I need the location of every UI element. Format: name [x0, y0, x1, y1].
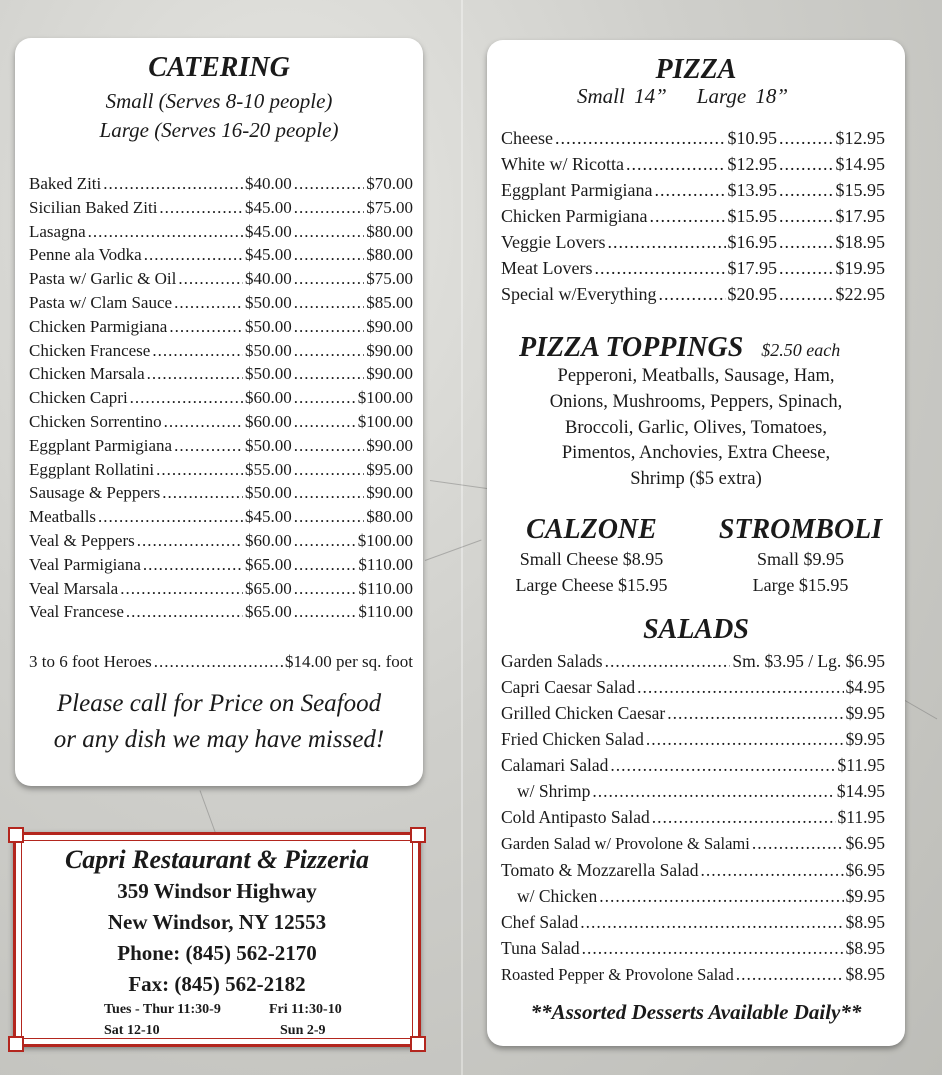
salad-item	[501, 935, 885, 961]
catering-item-name: Sicilian Baked Ziti	[29, 197, 158, 217]
hours-fri: Fri 11:30-10	[269, 1002, 342, 1017]
pizza-small-price: $17.95	[727, 258, 777, 278]
salad-item-name: Cold Antipasto Salad	[501, 807, 650, 827]
toppings-price: $2.50 each	[761, 340, 841, 360]
catering-item-name: Sausage & Peppers	[29, 483, 161, 503]
catering-item	[29, 529, 413, 553]
catering-small-price: $60.00	[245, 530, 292, 550]
pizza-item	[501, 229, 885, 255]
salad-item	[501, 830, 885, 857]
salad-item-name: w/ Chicken	[517, 886, 598, 906]
catering-list	[29, 172, 413, 624]
catering-small-price: $55.00	[245, 459, 292, 479]
catering-item-name: Meatballs	[29, 507, 97, 527]
catering-item	[29, 291, 413, 315]
pizza-item-name: Cheese	[501, 128, 553, 148]
stone-crack	[905, 700, 938, 719]
catering-small-price: $50.00	[245, 340, 292, 360]
catering-item	[29, 267, 413, 291]
catering-item	[29, 410, 413, 434]
pizza-item	[501, 255, 885, 281]
catering-item	[29, 315, 413, 339]
salad-item-name: Chef Salad	[501, 912, 579, 932]
catering-large-price: $80.00	[366, 507, 413, 527]
toppings-line: Pepperoni, Meatballs, Sausage, Ham,	[557, 366, 835, 386]
catering-large-price: $75.00	[366, 197, 413, 217]
catering-panel	[15, 38, 423, 786]
stromboli-large: Large $15.95	[752, 575, 849, 595]
catering-large-price: $110.00	[358, 554, 413, 574]
frame-corner	[8, 827, 24, 843]
catering-item-name: Veal Marsala	[29, 578, 119, 598]
stromboli-section	[696, 514, 905, 598]
pizza-item-name: White w/ Ricotta	[501, 154, 624, 174]
salad-item	[501, 674, 885, 700]
catering-item	[29, 220, 413, 244]
catering-item	[29, 434, 413, 458]
pizza-sizes	[577, 84, 788, 109]
salad-item-price: $6.95	[845, 860, 885, 880]
catering-title: CATERING	[148, 52, 290, 83]
catering-large-price: $100.00	[357, 388, 413, 408]
catering-item	[29, 600, 413, 624]
catering-item	[29, 362, 413, 386]
frame-corner	[410, 827, 426, 843]
catering-item	[29, 386, 413, 410]
restaurant-fax: Fax: (845) 562-2182	[128, 972, 306, 996]
pizza-item	[501, 177, 885, 203]
catering-item-name: Veal Francese	[29, 602, 124, 622]
calzone-small: Small Cheese $8.95	[519, 549, 664, 569]
catering-small-price: $65.00	[245, 578, 292, 598]
salad-item-price: $9.95	[845, 703, 885, 723]
calzone-section	[487, 514, 696, 598]
catering-large-size: Large (Serves 16-20 people)	[99, 118, 339, 142]
catering-item-name: Chicken Capri	[29, 388, 128, 408]
salad-item-price: $8.95	[845, 912, 885, 932]
catering-large-price: $100.00	[357, 530, 413, 550]
pizza-item-name: Meat Lovers	[501, 258, 593, 278]
salad-item-price: $4.95	[845, 677, 885, 697]
salads-list	[501, 648, 885, 988]
restaurant-street: 359 Windsor Highway	[117, 879, 317, 903]
frame-corner	[8, 1036, 24, 1052]
catering-small-price: $65.00	[245, 602, 292, 622]
salad-item	[501, 648, 885, 674]
catering-item	[29, 243, 413, 267]
pizza-item	[501, 125, 885, 151]
catering-item-name: Chicken Sorrentino	[29, 411, 162, 431]
salad-item-name: Garden Salads	[501, 651, 603, 671]
catering-large-price: $80.00	[366, 245, 413, 265]
pizza-large-price: $14.95	[835, 154, 885, 174]
catering-small-price: $40.00	[245, 269, 292, 289]
catering-small-price: $45.00	[245, 245, 292, 265]
pizza-small-price: $16.95	[727, 232, 777, 252]
seafood-note	[15, 686, 423, 758]
catering-large-price: $80.00	[366, 221, 413, 241]
restaurant-city: New Windsor, NY 12553	[107, 910, 327, 934]
catering-large-price: $90.00	[366, 435, 413, 455]
pizza-item-name: Veggie Lovers	[501, 232, 606, 252]
pizza-large-price: $18.95	[835, 232, 885, 252]
heroes-price: $14.00 per sq. foot	[285, 652, 413, 671]
pizza-small-price: $13.95	[727, 180, 777, 200]
salad-item-price: $11.95	[837, 755, 885, 775]
pizza-large-price: $19.95	[835, 258, 885, 278]
salad-item-price: $8.95	[845, 938, 885, 958]
salad-item-name: Tuna Salad	[501, 938, 580, 958]
pizza-small-price: $10.95	[727, 128, 777, 148]
catering-small-price: $60.00	[245, 411, 292, 431]
catering-small-price: $50.00	[245, 316, 292, 336]
salad-item-name: Tomato & Mozzarella Salad	[501, 860, 699, 880]
catering-small-size: Small (Serves 8-10 people)	[105, 89, 333, 113]
catering-item-name: Eggplant Rollatini	[29, 459, 155, 479]
pizza-item-name: Special w/Everything	[501, 284, 657, 304]
catering-small-price: $45.00	[245, 507, 292, 527]
catering-large-price: $90.00	[366, 364, 413, 384]
catering-small-price: $50.00	[245, 435, 292, 455]
frame-corner	[410, 1036, 426, 1052]
catering-item	[29, 172, 413, 196]
pizza-large-price: $17.95	[835, 206, 885, 226]
calzone-title: CALZONE	[526, 514, 657, 545]
catering-small-price: $40.00	[245, 174, 292, 193]
salad-item	[501, 700, 885, 726]
catering-item-name: Chicken Francese	[29, 340, 151, 360]
calzone-large: Large Cheese $15.95	[515, 575, 668, 595]
salad-item-price: $14.95	[836, 781, 885, 801]
catering-item	[29, 339, 413, 363]
salad-item-name: Roasted Pepper & Provolone Salad	[501, 965, 734, 984]
pizza-item	[501, 203, 885, 229]
pizza-item	[501, 151, 885, 177]
pizza-item-name: Eggplant Parmigiana	[501, 180, 653, 200]
catering-item-name: Baked Ziti	[29, 174, 102, 193]
catering-large-price: $90.00	[366, 483, 413, 503]
toppings-line: Onions, Mushrooms, Peppers, Spinach,	[549, 391, 843, 412]
catering-item	[29, 577, 413, 601]
pizza-list	[501, 125, 885, 307]
catering-item	[29, 458, 413, 482]
catering-item-name: Eggplant Parmigiana	[29, 435, 173, 455]
hours-sat: Sat 12-10	[104, 1023, 160, 1038]
seafood-note-line1: Please call for Price on Seafood	[56, 690, 382, 717]
catering-large-price: $85.00	[366, 292, 413, 312]
toppings-title: PIZZA TOPPINGS	[519, 332, 744, 363]
catering-item-name: Penne ala Vodka	[29, 245, 142, 265]
salads-title: SALADS	[643, 614, 749, 645]
catering-item	[29, 553, 413, 577]
pizza-small-price: $15.95	[727, 206, 777, 226]
catering-item-name: Veal & Peppers	[29, 530, 135, 550]
pizza-title: PIZZA	[655, 54, 737, 85]
restaurant-name: Capri Restaurant & Pizzeria	[64, 845, 370, 874]
catering-large-price: $70.00	[366, 174, 413, 193]
catering-large-price: $75.00	[366, 269, 413, 289]
toppings-heading	[519, 332, 840, 364]
salad-item-price: $9.95	[845, 729, 885, 749]
catering-item	[29, 196, 413, 220]
desserts-note: **Assorted Desserts Available Daily**	[530, 1000, 862, 1024]
salad-item	[501, 883, 885, 909]
catering-item-name: Chicken Marsala	[29, 364, 145, 384]
catering-item-name: Veal Parmigiana	[29, 554, 141, 574]
catering-item-name: Lasagna	[29, 221, 86, 241]
heroes-row	[29, 650, 413, 674]
seafood-note-line2: or any dish we may have missed!	[53, 726, 385, 753]
salad-item-name: Capri Caesar Salad	[501, 677, 636, 697]
salad-item-price: $11.95	[837, 807, 885, 827]
stromboli-title: STROMBOLI	[718, 514, 883, 545]
pizza-large-price: $15.95	[835, 180, 885, 200]
toppings-line: Broccoli, Garlic, Olives, Tomatoes,	[565, 417, 827, 438]
salad-item-name: w/ Shrimp	[517, 781, 591, 801]
salad-item-price: $8.95	[845, 964, 885, 984]
catering-large-price: $95.00	[366, 459, 413, 479]
salad-item	[501, 778, 885, 804]
catering-small-price: $45.00	[245, 197, 292, 217]
catering-item-name: Pasta w/ Clam Sauce	[29, 292, 173, 312]
hours-tue-thu: Tues - Thur 11:30-9	[104, 1002, 221, 1017]
catering-item-name: Chicken Parmigiana	[29, 316, 168, 336]
salad-item-price: Sm. $3.95 / Lg. $6.95	[732, 651, 885, 671]
hours-sun: Sun 2-9	[280, 1023, 326, 1038]
restaurant-info-box	[13, 832, 421, 1047]
restaurant-phone[interactable]: Phone: (845) 562-2170	[117, 941, 317, 965]
toppings-line: Pimentos, Anchovies, Extra Cheese,	[561, 443, 831, 464]
catering-small-price: $60.00	[245, 388, 292, 408]
stromboli-small: Small $9.95	[756, 549, 844, 569]
toppings-line: Shrimp ($5 extra)	[630, 469, 762, 490]
pizza-salads-panel	[487, 40, 905, 1046]
catering-small-price: $50.00	[245, 292, 292, 312]
pizza-small-price: $12.95	[727, 154, 777, 174]
heroes-name: 3 to 6 foot Heroes	[29, 652, 152, 671]
pizza-small-label: Small 14”	[577, 84, 667, 108]
pizza-large-price: $12.95	[835, 128, 885, 148]
salad-item	[501, 857, 885, 883]
catering-item	[29, 481, 413, 505]
toppings-list	[487, 364, 905, 493]
stone-crack	[425, 540, 482, 561]
salad-item	[501, 804, 885, 830]
salad-item	[501, 961, 885, 988]
salad-item-name: Garden Salad w/ Provolone & Salami	[501, 834, 750, 853]
page-fold	[461, 0, 463, 1075]
salad-item	[501, 726, 885, 752]
salad-item	[501, 752, 885, 778]
catering-small-price: $50.00	[245, 483, 292, 503]
catering-large-price: $110.00	[358, 578, 413, 598]
pizza-item	[501, 281, 885, 307]
catering-item-name: Pasta w/ Garlic & Oil	[29, 269, 177, 289]
salad-item	[501, 909, 885, 935]
pizza-large-label: Large 18”	[696, 84, 789, 108]
catering-large-price: $110.00	[358, 602, 413, 622]
pizza-small-price: $20.95	[727, 284, 777, 304]
catering-item	[29, 505, 413, 529]
pizza-item-name: Chicken Parmigiana	[501, 206, 648, 226]
catering-small-price: $65.00	[245, 554, 292, 574]
catering-small-price: $45.00	[245, 221, 292, 241]
catering-large-price: $90.00	[366, 340, 413, 360]
pizza-large-price: $22.95	[835, 284, 885, 304]
salad-item-name: Fried Chicken Salad	[501, 729, 644, 749]
catering-large-price: $90.00	[366, 316, 413, 336]
salad-item-name: Grilled Chicken Caesar	[501, 703, 666, 723]
salad-item-price: $9.95	[845, 886, 885, 906]
salad-item-name: Calamari Salad	[501, 755, 609, 775]
salad-item-price: $6.95	[845, 833, 885, 853]
catering-large-price: $100.00	[357, 411, 413, 431]
catering-small-price: $50.00	[245, 364, 292, 384]
